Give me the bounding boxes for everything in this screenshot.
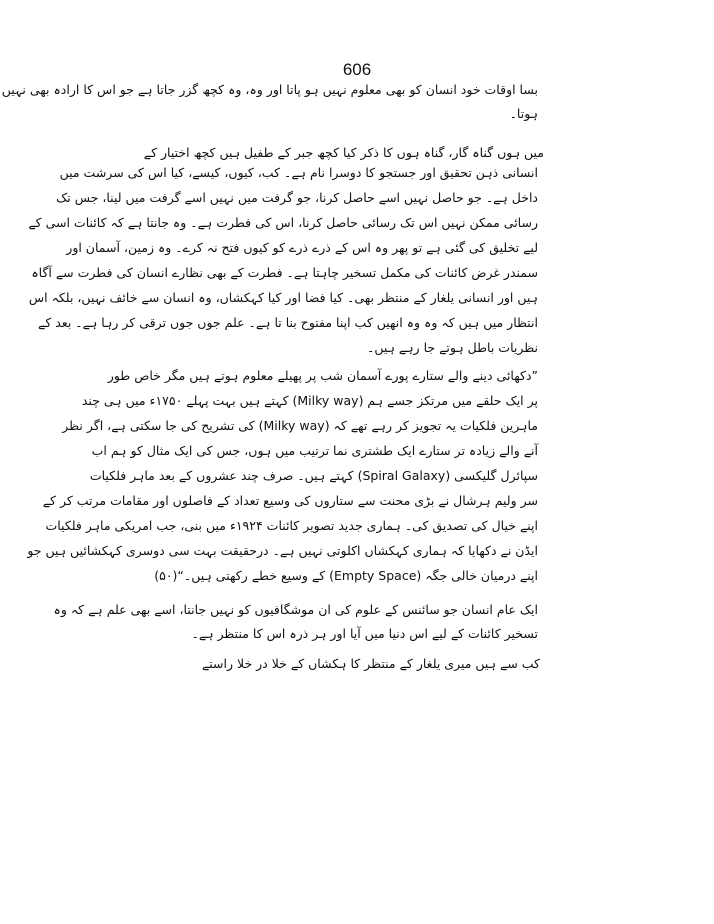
quote-line: اپنے درمیان خالی جگہ (Empty Space) کے وسیع خطے رکھتی ہیں۔“(۵۰)	[154, 568, 538, 583]
text-line: ہوتا۔	[509, 106, 538, 121]
text-line: انسانی ذہن تحقیق اور جستجو کا دوسرا نام ہے۔ کب، کیوں، کیسے، کیا اس کی سرشت میں	[59, 165, 538, 180]
quote-line: پر ایک حلقے میں مرتکز جسے ہم (Milky way) کہتے ہیں بہت پہلے ۱۷۵۰ء میں ہی چند	[81, 393, 538, 408]
quote-line: آنے والے زیادہ تر ستارے ایک طشتری نما ترتیب میں ہوں، جس کی ایک مثال کو ہم اب	[91, 443, 538, 458]
verse-line: کب سے ہیں میری یلغار کے منتظر کا ہکشاں کے خلا در خلا راستے	[201, 656, 540, 671]
text-line: ایک عام انسان جو سائنس کے علوم کی ان موشگافیوں کو نہیں جانتا، اسے بھی علم ہے کہ وہ	[53, 602, 538, 617]
verse-line: میں ہوں گناہ گار، گناہ ہوں کا ذکر کیا کچھ جبر کے طفیل ہیں کچھ اختیار کے	[143, 145, 544, 160]
text-line: نظریات باطل ہوتے جا رہے ہیں۔	[367, 340, 538, 355]
text-line: داخل ہے۔ جو حاصل نہیں اسے حاصل کرنا، جو گرفت میں نہیں اسے گرفت میں لینا، جس تک	[56, 190, 538, 205]
text-line: رسائی ممکن نہیں اس تک رسائی حاصل کرنا، اس کی فطرت ہے۔ وہ جانتا ہے کہ کائنات اسی کے	[28, 215, 538, 230]
text-line: ہیں اور انسانی یلغار کے منتظر بھی۔ کیا فضا اور کیا کہکشاں، وہ انسان سے خائف نہیں، بلکہ اس	[28, 290, 538, 305]
text-line: لیے تخلیق کی گئی ہے تو پھر وہ اس کے ذرے ذرے کو کیوں فتح نہ کرے۔ وہ زمین، آسمان اور	[66, 240, 538, 255]
text-line: انتظار میں ہیں کہ وہ وہ انھیں کب اپنا مفتوح بنا تا ہے۔ علم جوں جوں ترقی کر رہا ہے۔ بعد کے	[38, 315, 538, 330]
text-line: بسا اوقات خود انسان کو بھی معلوم نہیں ہو پاتا اور وہ، وہ کچھ گزر جاتا ہے جو اس کا ارادہ بھی نہیں	[1, 82, 538, 97]
quote-line: سپائرل گلیکسی (Spiral Galaxy) کہتے ہیں۔ صرف چند عشروں کے بعد ماہر فلکیات	[89, 468, 538, 483]
text-line: تسخیر کائنات کے لیے اس دنیا میں آیا اور ہر ذرہ اس کا منتظر ہے۔	[191, 626, 538, 641]
quote-line: ماہرین فلکیات یہ تجویز کر رہے تھے کہ (Milky way) کی تشریح کی جا سکتی ہے، اگر نظر	[62, 418, 538, 433]
quote-line: ”دکھائی دینے والے ستارے پورے آسمان شب پر پھیلے معلوم ہوتے ہیں مگر خاص طور	[107, 368, 538, 383]
page-number: 606	[342, 60, 372, 79]
text-line: سمندر غرض کائنات کی مکمل تسخیر چاہتا ہے۔ فطرت کے بھی نظارے انسان کی فطرت سے آگاہ	[31, 265, 538, 280]
quote-line: ایڈن نے دکھایا کہ ہماری کہکشاں اکلوتی نہیں ہے۔ درحقیقت بہت سی دوسری کہکشائیں ہیں جو	[27, 543, 538, 558]
quote-line: سر ولیم ہرشال نے بڑی محنت سے ستاروں کی وسیع تعداد کے فاصلوں اور مقامات مرتب کر کے	[42, 493, 538, 508]
quote-line: اپنے خیال کی تصدیق کی۔ ہماری جدید تصویر کائنات ۱۹۲۴ء میں بنی، جب امریکی ماہر فلکیات	[45, 518, 538, 533]
